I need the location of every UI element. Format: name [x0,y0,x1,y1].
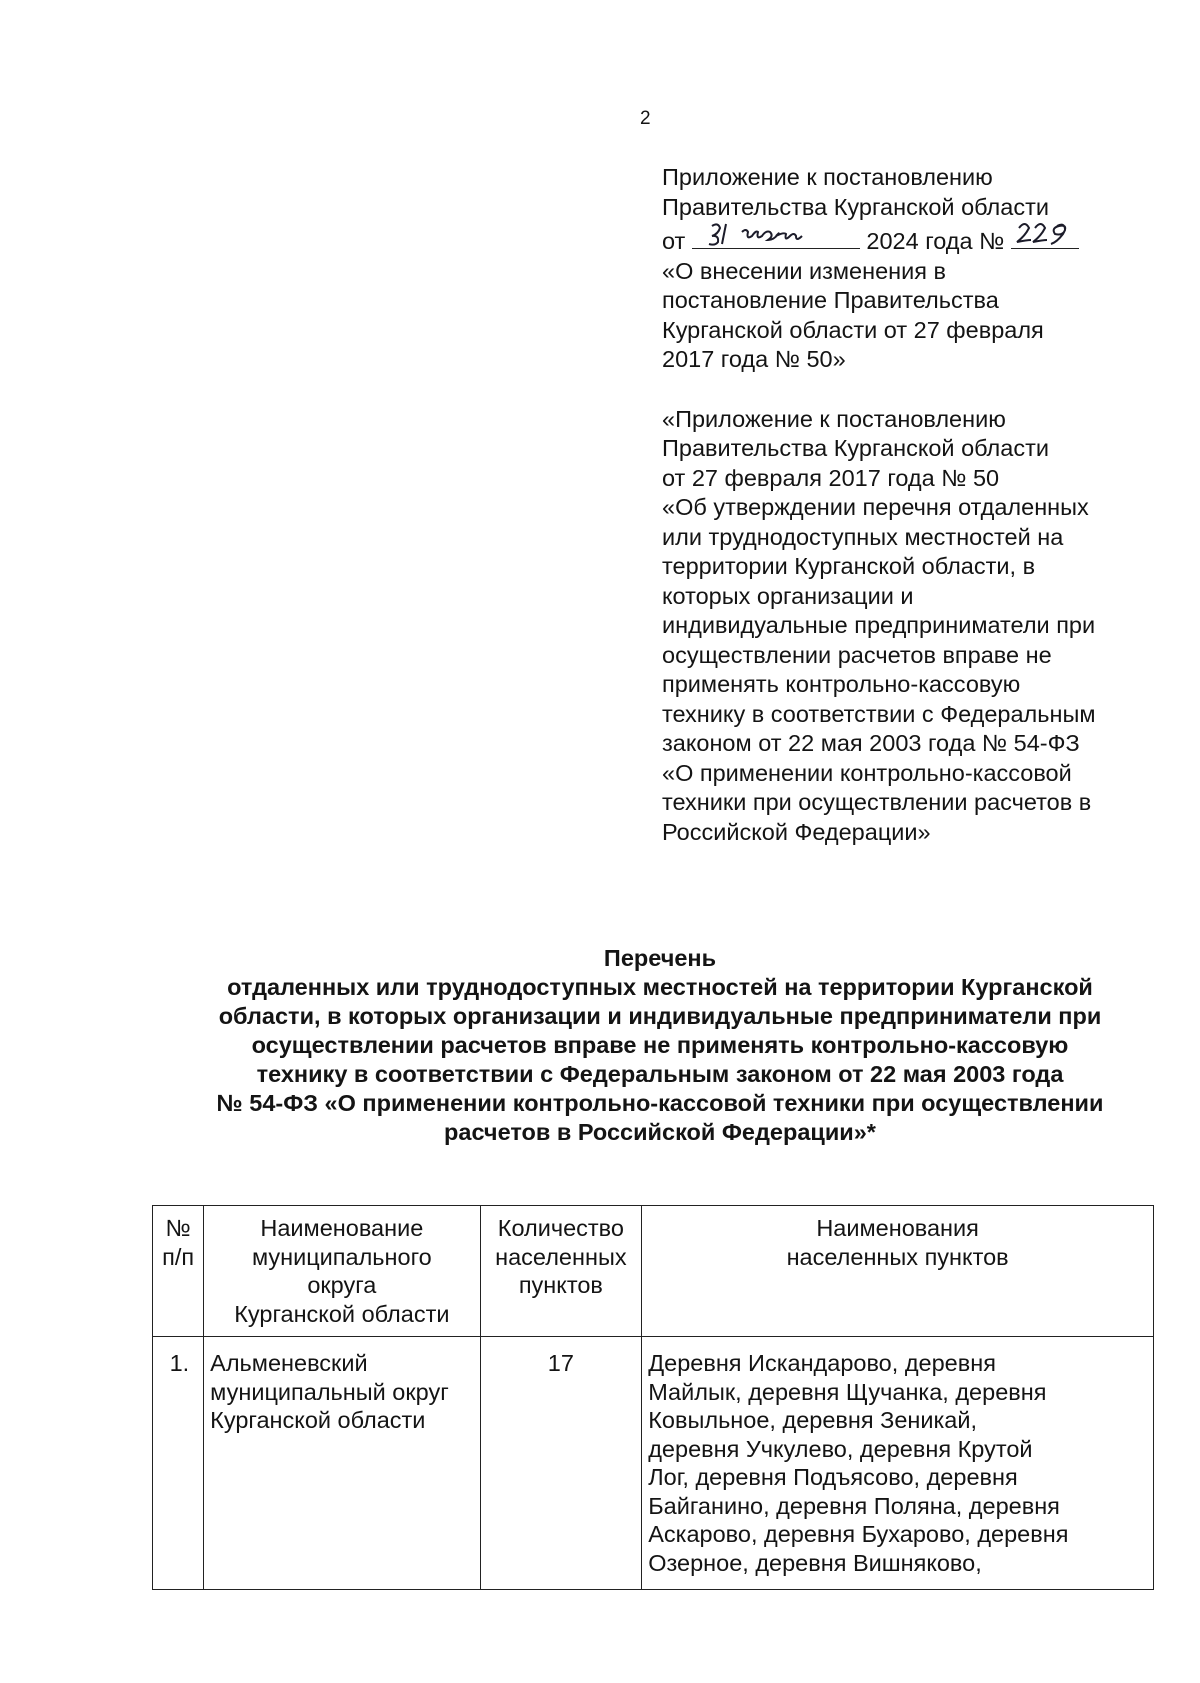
header-text: п/п [162,1243,195,1270]
handwritten-date-signature [692,218,860,246]
district-text: муниципальный округ [210,1378,449,1405]
locality-line: Майлык, деревня Щучанка, деревня [648,1378,1047,1405]
appendix-date-line [662,222,1162,257]
appendix2-line: Российской Федерации» [662,818,931,845]
header-text: Наименование [260,1215,424,1241]
header-num [153,1206,204,1337]
header-district [204,1206,480,1337]
appendix2-line: Правительства Курганской области [662,435,1049,461]
title-line: отдаленных или труднодоступных местностей на территории Курганской [227,974,1093,1000]
header-text: округа [307,1272,377,1298]
row-localities [642,1337,1154,1590]
appendix2-line: территории Курганской области, в [662,553,1036,579]
table-row [153,1337,1154,1590]
table-header-row [153,1206,1154,1337]
header-text: Курганской области [234,1300,450,1327]
appendix2-line: применять контрольно-кассовую [662,671,1021,697]
locality-line: Озерное, деревня Вишняково, [648,1549,982,1576]
title-line: области, в которых организации и индивидуальные предприниматели при [218,1003,1102,1029]
title-line: № 54-ФЗ «О применении контрольно-кассовой техники при осуществлении [216,1090,1104,1116]
title-line: технику в соответствии с Федеральным законом от 22 мая 2003 года [256,1061,1064,1087]
header-names [642,1206,1154,1337]
appendix-line: Курганской области от 27 февраля [662,316,1044,343]
appendix2-line: осуществлении расчетов вправе не [662,641,1052,668]
row-num: 1. [153,1337,204,1590]
title-heading: Перечень [603,945,717,971]
district-text: Альменевский [210,1350,368,1376]
locality-line: Ковыльное, деревня Зеникай, [648,1407,978,1433]
header-text: Количество [497,1215,624,1241]
locality-line: деревня Учкулево, деревня Крутой [648,1435,1033,1462]
header-text: муниципального [251,1243,432,1270]
appendix-line: 2017 года № 50» [662,346,846,372]
row-count: 17 [480,1337,642,1590]
locality-line: Аскарово, деревня Бухарово, деревня [648,1521,1069,1547]
locality-line: Байганино, деревня Поляна, деревня [648,1492,1060,1519]
locality-line: Лог, деревня Подъясово, деревня [648,1464,1018,1490]
document-title [140,944,1180,1147]
handwritten-number-signature [1011,218,1079,246]
title-line: осуществлении расчетов вправе не применять контрольно-кассовую [251,1032,1069,1058]
appendix2-line: от 27 февраля 2017 года № 50 [662,464,1000,491]
appendix2-line: «Приложение к постановлению [662,405,1006,432]
district-text: Курганской области [210,1407,426,1433]
handwritten-date [692,222,860,249]
appendix2-line: техники при осуществлении расчетов в [662,789,1092,815]
handwritten-number [1011,222,1079,249]
header-text: № [165,1215,191,1241]
appendix-line: Приложение к постановлению [662,164,993,190]
header-text: Наименования [816,1215,979,1241]
locality-line: Деревня Искандарово, деревня [648,1350,996,1376]
row-district [204,1337,480,1590]
appendix2-line: законом от 22 мая 2003 года № 54-ФЗ [662,730,1080,756]
appendix-header [662,163,1162,847]
appendix2-line: технику в соответствии с Федеральным [662,700,1096,727]
appendix-line: постановление Правительства [662,287,999,313]
header-text: населенных [495,1243,627,1270]
title-line: расчетов в Российской Федерации»* [444,1119,876,1145]
appendix2-line: индивидуальные предприниматели при [662,612,1096,638]
appendix2-line: «Об утверждении перечня отдаленных [662,494,1089,520]
date-prefix: от [662,228,686,254]
header-text: населенных пунктов [786,1243,1009,1270]
appendix2-line: «О применении контрольно-кассовой [662,759,1072,786]
localities-table [152,1205,1154,1590]
page-number: 2 [640,108,651,129]
date-suffix: 2024 года № [866,228,1005,254]
header-text: пунктов [518,1272,603,1298]
appendix-line: «О внесении изменения в [662,257,947,284]
appendix-line: Правительства Курганской области [662,193,1049,220]
header-count [480,1206,642,1337]
appendix2-line: которых организации и [662,582,914,609]
appendix2-line: или труднодоступных местностей на [662,523,1064,550]
